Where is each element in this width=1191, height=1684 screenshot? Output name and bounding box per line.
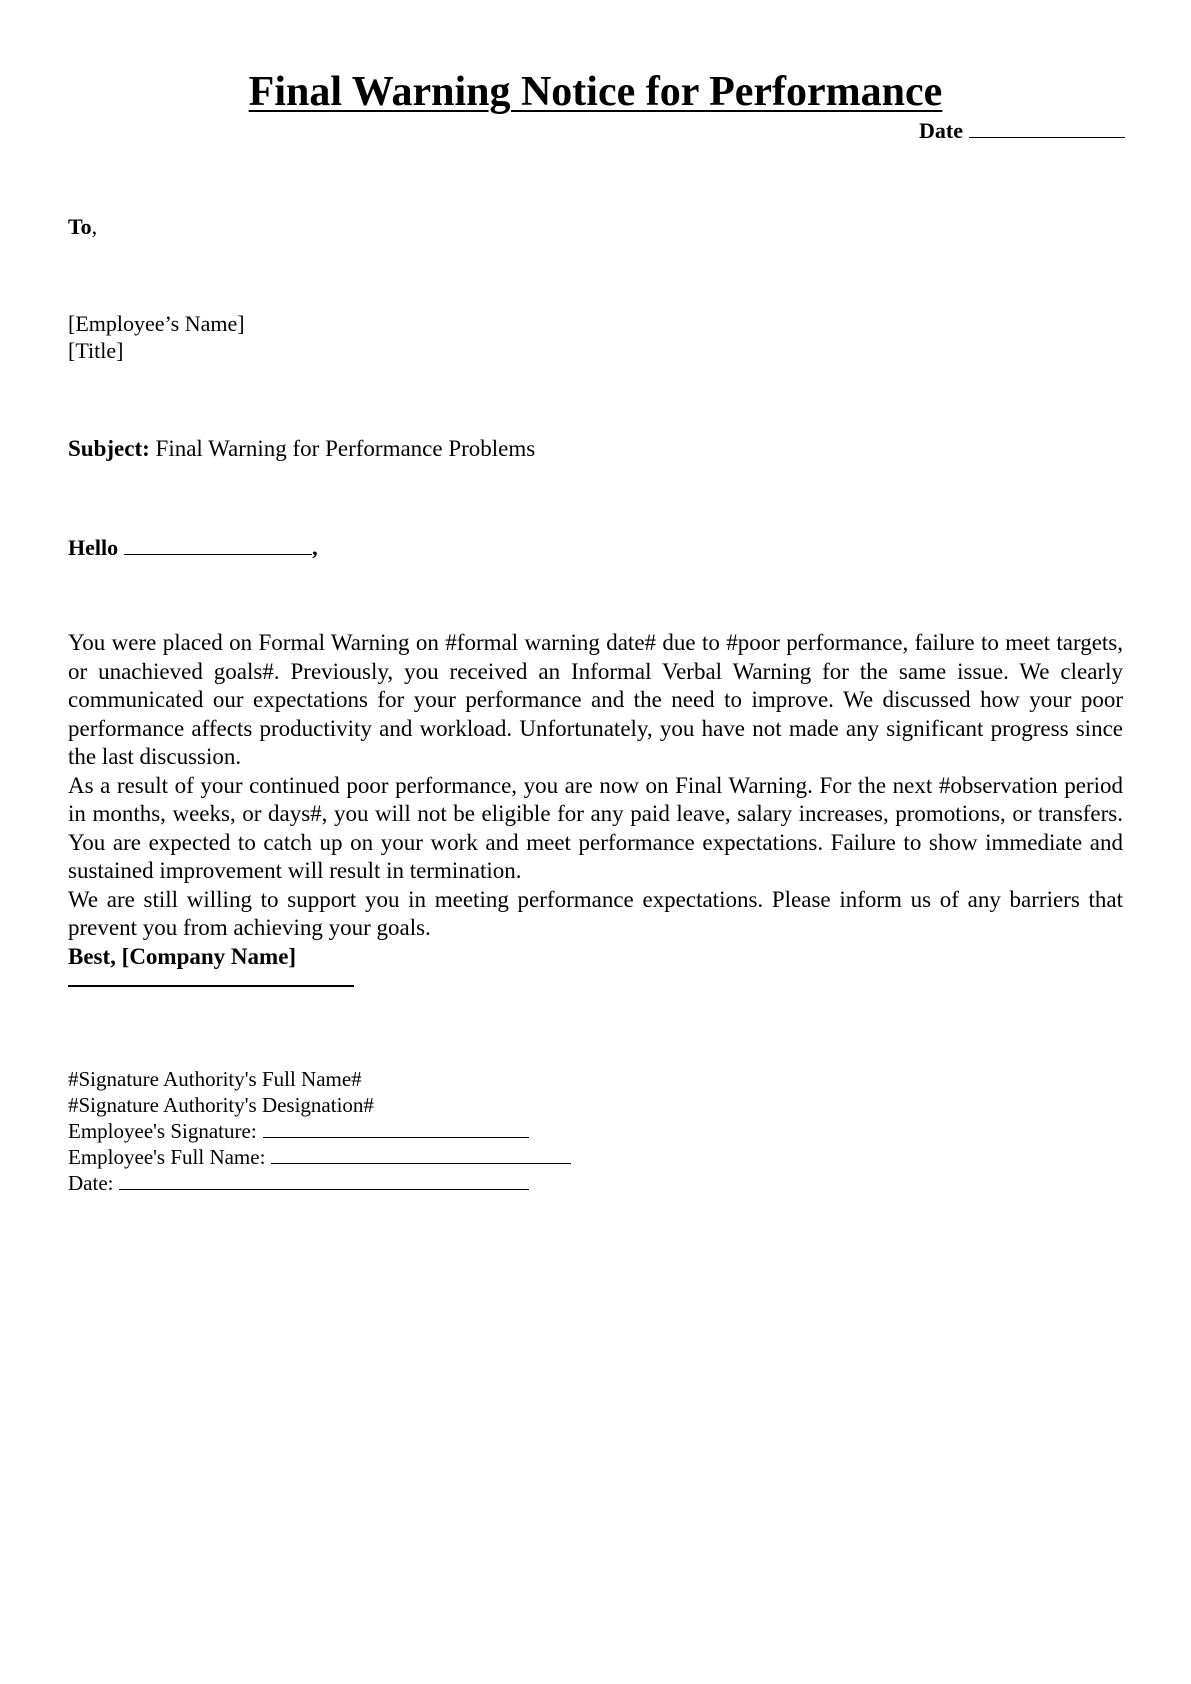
subject-text: Final Warning for Performance Problems — [149, 436, 536, 461]
letter-body — [68, 629, 1123, 987]
body-paragraph-1: You were placed on Formal Warning on #formal warning date# due to #poor performance, failure to meet targets, or unachieved goals#. Previously, you received an Informal Verbal Warning for the same issue. We clearly communicated our expectations for your performance and the need to improve. We discussed how your poor performance affects productivity and workload. Unfortunately, you have not made any significant progress since the last discussion. — [68, 630, 1123, 769]
to-label: To — [68, 214, 92, 239]
employee-full-name-field — [68, 1144, 571, 1170]
greeting-blank-line[interactable] — [124, 534, 312, 555]
greeting-label: Hello — [68, 535, 119, 560]
employee-full-name-label: Employee's Full Name: — [68, 1145, 266, 1169]
date-field-blank[interactable] — [119, 1171, 529, 1190]
employee-signature-blank[interactable] — [263, 1119, 529, 1138]
date-header — [919, 117, 1125, 144]
signature-line[interactable] — [68, 971, 354, 987]
recipient-title: [Title] — [68, 338, 124, 363]
employee-signature-field — [68, 1118, 571, 1144]
employee-signature-label: Employee's Signature: — [68, 1119, 257, 1143]
sign-off: Best, [Company Name] — [68, 943, 297, 969]
date-label: Date — [919, 118, 963, 143]
date-field-label: Date: — [68, 1171, 114, 1195]
subject-label: Subject: — [68, 436, 150, 461]
employee-full-name-blank[interactable] — [271, 1145, 571, 1164]
recipient-name: [Employee’s Name] — [68, 311, 245, 336]
greeting-suffix: , — [312, 535, 318, 560]
date-field — [68, 1170, 571, 1196]
to-suffix: , — [91, 214, 98, 239]
greeting-line — [68, 534, 318, 561]
document-title: Final Warning Notice for Performance — [248, 69, 943, 115]
authority-name: #Signature Authority's Full Name# — [68, 1067, 362, 1091]
recipient-block — [68, 310, 245, 364]
authority-designation: #Signature Authority's Designation# — [68, 1093, 374, 1117]
subject-line — [68, 435, 535, 463]
to-line — [68, 214, 97, 240]
body-paragraph-2: As a result of your continued poor performance, you are now on Final Warning. For the next #observation period in months, weeks, or days#, you will not be eligible for any paid leave, salary increases, promotions, or transfers. You are expected to catch up on your work and meet performance expectations. Failure to show immediate and sustained improvement will result in termination. — [68, 772, 1123, 883]
date-blank-line[interactable] — [969, 117, 1125, 138]
body-paragraph-3: We are still willing to support you in meeting performance expectations. Please inform us of any barriers that prevent you from achieving your goals. — [68, 886, 1123, 940]
signature-fields — [68, 1066, 571, 1196]
